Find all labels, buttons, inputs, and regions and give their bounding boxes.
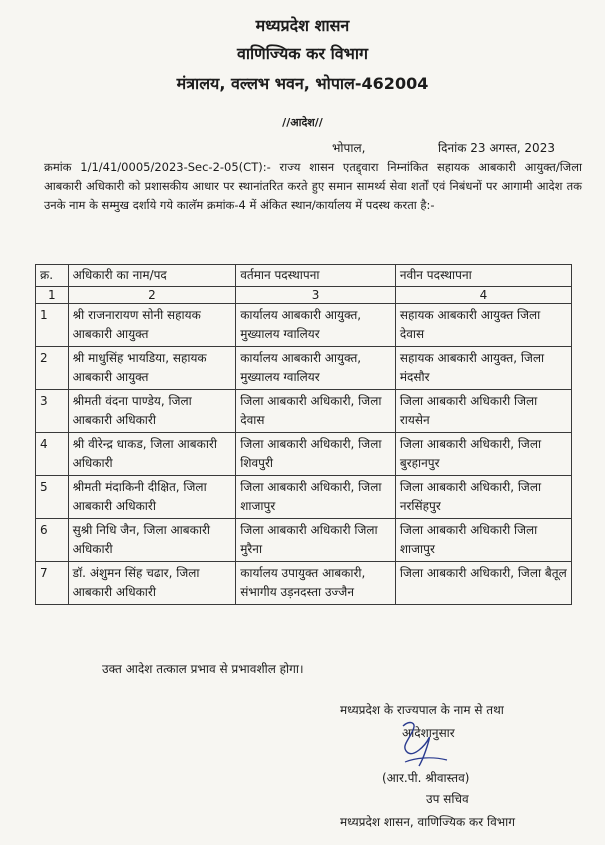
table-row (36, 562, 572, 605)
new-posting-cell: जिला आबकारी अधिकारी, जिला नरसिंहपुर (395, 476, 571, 519)
column-number: 3 (236, 287, 396, 304)
new-posting-cell: सहायक आबकारी आयुक्त, जिला मंदसौर (395, 347, 571, 390)
header-cell: अधिकारी का नाम/पद (68, 265, 236, 287)
officer-cell: सुश्री निधि जैन, जिला आबकारी अधिकारी (68, 519, 236, 562)
sign-order-note: आदेशानुसार (402, 726, 455, 740)
sign-authority: मध्यप्रदेश के राज्यपाल के नाम से तथा (340, 703, 504, 717)
column-number: 4 (395, 287, 571, 304)
new-posting-cell: सहायक आबकारी आयुक्त जिला देवास (395, 304, 571, 347)
table-row (36, 476, 572, 519)
column-number-row (36, 287, 572, 304)
current-posting-cell: जिला आबकारी अधिकारी जिला मुरैना (236, 519, 396, 562)
serial-cell: 4 (36, 433, 69, 476)
new-posting-cell: जिला आबकारी अधिकारी जिला शाजापुर (395, 519, 571, 562)
header-department: वाणिज्यिक कर विभाग (236, 44, 369, 63)
header-address: मंत्रालय, वल्लभ भवन, भोपाल-462004 (176, 74, 429, 93)
officer-cell: श्री वीरेन्द्र धाकड, जिला आबकारी अधिकारी (68, 433, 236, 476)
serial-cell: 6 (36, 519, 69, 562)
signatory-department: मध्यप्रदेश शासन, वाणिज्यिक कर विभाग (340, 815, 516, 829)
table-header-row (36, 265, 572, 287)
place: भोपाल, (332, 141, 366, 155)
signatory-name: (आर.पी. श्रीवास्तव) (382, 771, 470, 785)
new-posting-cell: जिला आबकारी अधिकारी, जिला बुरहानपुर (395, 433, 571, 476)
new-posting-cell: जिला आबकारी अधिकारी जिला रायसेन (395, 390, 571, 433)
order-title: //आदेश// (282, 116, 323, 129)
officer-cell: डॉ. अंशुमन सिंह चढार, जिला आबकारी अधिकारी (68, 562, 236, 605)
header-cell: वर्तमान पदस्थापना (236, 265, 396, 287)
transfer-table (35, 264, 572, 605)
header-cell: नवीन पदस्थापना (395, 265, 571, 287)
order-body: क्रमांक 1/1/41/0005/2023-Sec-2-05(CT):- राज्य शासन एतद्द्वारा निम्नांकित सहायक आबकारी आयुक्त/जिला आबकारी अधिकारी को प्रशासकीय आधार पर स्थानांतरित करते हुए समान सामर्थ्य सेवा शर्तों एवं निबंधनों पर आगामी आदेश तक उनके नाम के सम्मुख दर्शाये गये कालॅम क्रमांक-4 में अंकित स्थान/कार्यालय में पदस्थ करता है:- (44, 160, 582, 212)
column-number: 1 (36, 287, 69, 304)
officer-cell: श्रीमती वंदना पाण्डेय, जिला आबकारी अधिकारी (68, 390, 236, 433)
officer-cell: श्रीमती मंदाकिनी दीक्षित, जिला आबकारी अधिकारी (68, 476, 236, 519)
effect-statement: उक्त आदेश तत्काल प्रभाव से प्रभावशील होगा। (102, 662, 304, 676)
table-row (36, 304, 572, 347)
current-posting-cell: कार्यालय आबकारी आयुक्त, मुख्यालय ग्वालियर (236, 304, 396, 347)
serial-cell: 3 (36, 390, 69, 433)
serial-cell: 5 (36, 476, 69, 519)
header-state: मध्यप्रदेश शासन (255, 16, 350, 35)
table-row (36, 347, 572, 390)
table-row (36, 433, 572, 476)
header-cell: क्र. (36, 265, 69, 287)
officer-cell: श्री राजनारायण सोनी सहायक आबकारी आयुक्त (68, 304, 236, 347)
current-posting-cell: जिला आबकारी अधिकारी, जिला शिवपुरी (236, 433, 396, 476)
serial-cell: 2 (36, 347, 69, 390)
officer-cell: श्री माधुसिंह भायडिया, सहायक आबकारी आयुक्त (68, 347, 236, 390)
signature-icon (395, 716, 455, 771)
current-posting-cell: कार्यालय उपायुक्त आबकारी, संभागीय उड़नदस्ता उज्जैन (236, 562, 396, 605)
new-posting-cell: जिला आबकारी अधिकारी, जिला बैतूल (395, 562, 571, 605)
current-posting-cell: कार्यालय आबकारी आयुक्त, मुख्यालय ग्वालियर (236, 347, 396, 390)
table-row (36, 390, 572, 433)
serial-cell: 7 (36, 562, 69, 605)
current-posting-cell: जिला आबकारी अधिकारी, जिला देवास (236, 390, 396, 433)
order-date: दिनांक 23 अगस्त, 2023 (438, 141, 555, 155)
signatory-designation: उप सचिव (426, 792, 469, 806)
table-row (36, 519, 572, 562)
current-posting-cell: जिला आबकारी अधिकारी, जिला शाजापुर (236, 476, 396, 519)
serial-cell: 1 (36, 304, 69, 347)
column-number: 2 (68, 287, 236, 304)
